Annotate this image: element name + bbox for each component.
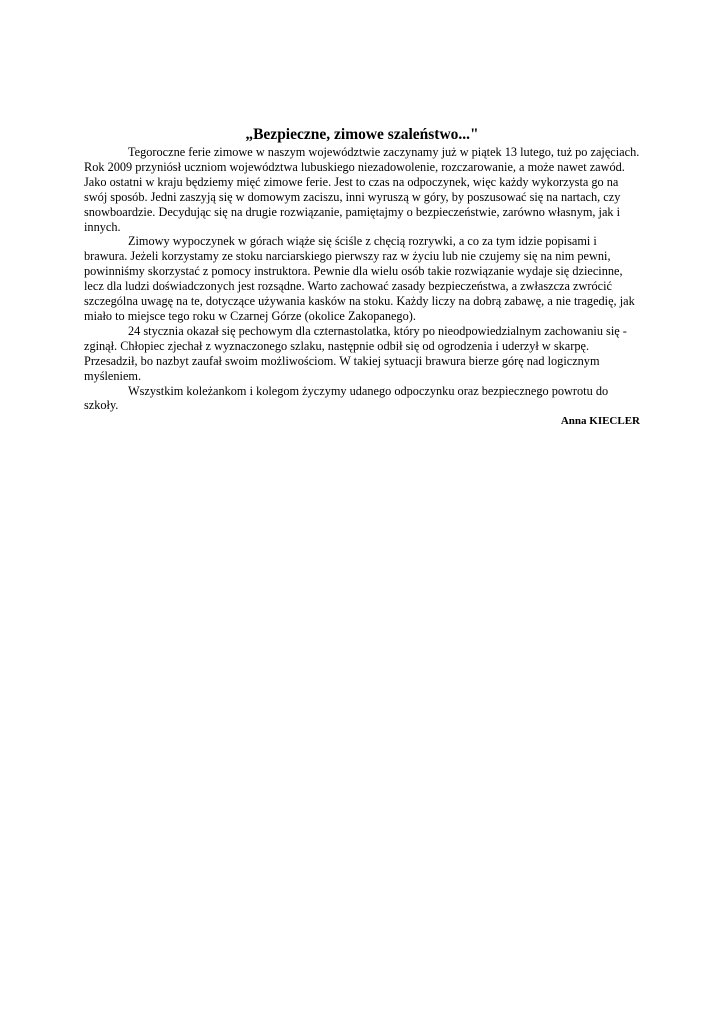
article-title: „Bezpieczne, zimowe szaleństwo..." (245, 126, 479, 143)
article-paragraph-4: Wszystkim koleżankom i kolegom życzymy udanego odpoczynku oraz bezpiecznego powrotu do szkoły. (84, 383, 609, 413)
article-paragraph-3: 24 stycznia okazał się pechowym dla czternastolatka, który po nieodpowiedzialnym zachowaniu się - zginął. Chłopiec zjechał z wyznaczonego szlaku, następnie odbił się od ogrodzenia i uderzył w skarpę. Przesadził, bo nazbyt zaufał swoim możliwościom. W takiej sytuacji brawura bierze górę nad logicznym myśleniem. (84, 323, 627, 383)
article-paragraph-2: Zimowy wypoczynek w górach wiąże się ściśle z chęcią rozrywki, a co za tym idzie popisami i brawura. Jeżeli korzystamy ze stoku narciarskiego pierwszy raz w życiu lub nie czujemy się na nim pewni, powinniśmy skorzystać z pomocy instruktora. Pewnie dla wielu osób takie rozwiązanie wydaje się dziecinne, lecz dla ludzi doświadczonych jest rozsądne. Warto zachować zasady bezpieczeństwa, a zwłaszcza zwrócić szczególna uwagę na te, dotyczące używania kasków na stoku. Każdy liczy na dobrą zabawę, a nie tragedię, jak miało to miejsce tego roku w Czarnej Górze (okolice Zakopanego). (84, 234, 635, 323)
document-page (84, 125, 640, 428)
author-signature: Anna KIECLER (560, 415, 640, 428)
article-paragraph-1: Tegoroczne ferie zimowe w naszym województwie zaczynamy już w piątek 13 lutego, tuż po zajęciach. Rok 2009 przyniósł uczniom województwa lubuskiego niezadowolenie, rozczarowanie, a może nawet zawód. Jako ostatni w kraju będziemy mięć zimowe ferie. Jest to czas na odpoczynek, więc każdy wykorzysta go na swój sposób. Jedni zaszyją się w domowym zaciszu, inni wyruszą w góry, by poszusować się na nartach, czy snowboardzie. Decydując się na drugie rozwiązanie, pamiętajmy o bezpieczeństwie, zarówno własnym, jak i innych. (84, 145, 640, 234)
